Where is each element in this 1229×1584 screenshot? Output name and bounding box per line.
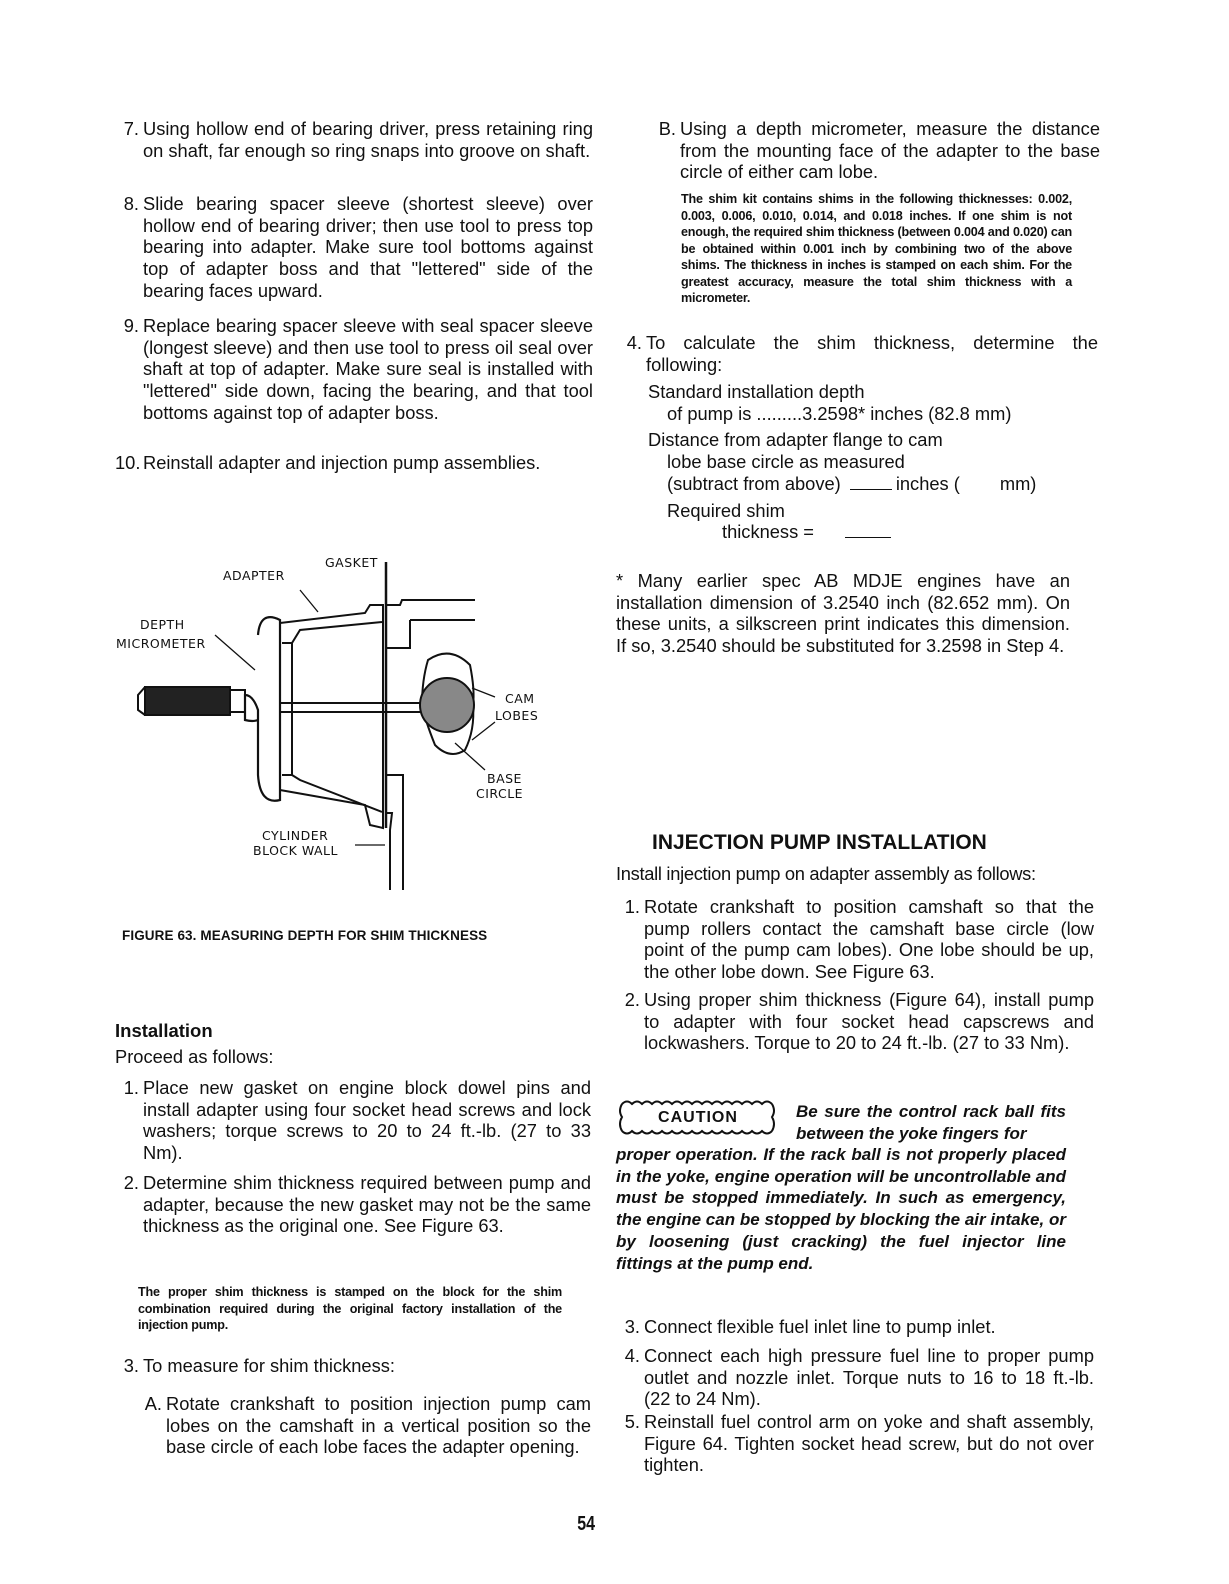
- step-number: 1.: [123, 1077, 139, 1098]
- step-number: A.: [144, 1393, 162, 1414]
- label-circle: CIRCLE: [476, 786, 524, 801]
- footnote: * Many earlier spec AB MDJE engines have an installation dimension of 3.2540 inch (82.652 mm). On these units, a silkscreen print indicates this dimension. If so, 3.2540 should be substituted for 3.2598 in Step 4.: [616, 570, 1070, 657]
- caution-badge: [618, 1098, 778, 1136]
- pump-step-4: [616, 1345, 1094, 1410]
- calc-line: Required shim: [667, 499, 785, 521]
- step-number: 8.: [123, 193, 139, 214]
- caution-text-first: Be sure the control rack ball fits between the yoke fingers for: [796, 1102, 1066, 1143]
- install-step-3: [115, 1355, 591, 1377]
- step-number: 9.: [123, 315, 139, 336]
- step-text: Replace bearing spacer sleeve with seal spacer sleeve (longest sleeve) and then use tool to press oil seal over shaft at top of adapter. Make sure seal is installed with "lettered" side down, facing the bearing, and that tool bottoms against top of adapter boss.: [143, 315, 593, 423]
- base-circle: [420, 678, 474, 732]
- step-text: Rotate crankshaft to position injection pump cam lobes on the camshaft in a vertical position so the base circle of each lobe faces the adapter opening.: [166, 1393, 591, 1458]
- installation-heading: Installation: [115, 1020, 213, 1041]
- pump-step-3: [616, 1316, 1094, 1338]
- step-number: 2.: [624, 989, 640, 1010]
- label-cam: CAM: [505, 691, 535, 706]
- step-text: Reinstall adapter and injection pump assemblies.: [143, 452, 541, 473]
- step-text: Reinstall fuel control arm on yoke and shaft assembly, Figure 64. Tighten socket head screw, but do not over tighten.: [644, 1411, 1094, 1476]
- step-text: Determine shim thickness required between pump and adapter, because the new gasket may not be the same thickness as the original one. See Figure 63.: [143, 1172, 591, 1237]
- calc-line: of pump is .........3.2598* inches (82.8 mm): [667, 402, 1012, 424]
- step-number: 5.: [624, 1411, 640, 1432]
- calc-line: thickness =: [722, 521, 814, 543]
- calc-line: lobe base circle as measured: [667, 451, 905, 473]
- step-number: B.: [658, 118, 676, 139]
- step-9: [115, 315, 593, 424]
- calc-line: Standard installation depth: [648, 381, 865, 402]
- step-4: [618, 332, 1098, 375]
- step-10: [115, 452, 603, 474]
- micrometer-barrel: [145, 687, 230, 715]
- step-text: Place new gasket on engine block dowel pins and install adapter using four socket head screws and lock washers; torque screws to 20 to 24 ft.-lb. (27 to 33 Nm).: [143, 1077, 591, 1164]
- step-number: 3.: [123, 1355, 139, 1376]
- step-number: 4.: [626, 332, 642, 353]
- step-text: To measure for shim thickness:: [143, 1355, 395, 1376]
- calc-line: inches (: [895, 472, 960, 494]
- label-depth: DEPTH: [140, 617, 185, 632]
- installation-intro: Proceed as follows:: [115, 1046, 274, 1067]
- step-number: 4.: [624, 1345, 640, 1366]
- calc-line: Distance from adapter flange to cam: [648, 429, 943, 451]
- caution-text-rest: proper operation. If the rack ball is not properly placed in the yoke, engine operation will be uncontrollable and must be stopped immediately. In such as emergency, the engine can be stopped by blocking the air intake, or by loosening (just cracking) the fuel injector line fittings at the pump end.: [616, 1145, 1066, 1273]
- step-number: 7.: [123, 118, 139, 139]
- label-lobes: LOBES: [495, 708, 539, 723]
- step-7: [115, 118, 593, 161]
- pump-step-5: [616, 1411, 1094, 1476]
- step-text: Slide bearing spacer sleeve (shortest sleeve) over hollow end of bearing driver; then use tool to press top bearing into adapter. Make sure tool bottoms against top of adapter boss and that "lettered" side of the bearing faces upward.: [143, 193, 593, 301]
- step-text: Using a depth micrometer, measure the distance from the mounting face of the adapter to the base circle of either cam lobe.: [680, 118, 1100, 183]
- calc-line: (subtract from above): [667, 472, 841, 494]
- pump-step-2: [616, 989, 1094, 1054]
- figure-caption: FIGURE 63. MEASURING DEPTH FOR SHIM THICKNESS: [122, 928, 488, 943]
- label-micrometer: MICROMETER: [116, 636, 206, 651]
- install-step-1: [115, 1077, 591, 1164]
- shim-kit-note: The shim kit contains shims in the following thicknesses: 0.002, 0.003, 0.006, 0.010, 0.014, and 0.018 inches. If one shim is not enough, the required shim thickness (between 0.004 and 0.020) can be obtained within 0.001 inch by combining two of the above shims. The thickness in inches is stamped on each shim. For the greatest accuracy, measure the total shim thickness with a micrometer.: [681, 192, 1072, 305]
- shim-stamp-note: The proper shim thickness is stamped on the block for the shim combination required during the original factory installation of the injection pump.: [138, 1285, 562, 1332]
- step-text: Rotate crankshaft to position camshaft so that the pump rollers contact the camshaft base circle (low point of the pump cam lobes). One lobe should be up, the other lobe down. See Figure 63.: [644, 896, 1094, 983]
- install-step-2: [115, 1172, 591, 1237]
- install-step-3a: [138, 1393, 591, 1458]
- step-3b: [652, 118, 1100, 183]
- label-base: BASE: [487, 771, 522, 786]
- step-text: Connect each high pressure fuel line to proper pump outlet and nozzle inlet. Torque nuts to 16 to 18 ft.-lb. (22 to 24 Nm).: [644, 1345, 1094, 1410]
- step-number: 3.: [624, 1316, 640, 1337]
- label-block-wall: BLOCK WALL: [253, 843, 338, 858]
- step-text: To calculate the shim thickness, determine the following:: [646, 332, 1098, 375]
- step-number: 2.: [123, 1172, 139, 1193]
- pump-installation-intro: Install injection pump on adapter assembly as follows:: [616, 863, 1036, 884]
- step-number: 1.: [624, 896, 640, 917]
- figure-63-diagram: [110, 550, 560, 890]
- calc-line: mm): [999, 472, 1037, 494]
- label-cylinder: CYLINDER: [262, 828, 329, 843]
- pump-installation-heading: INJECTION PUMP INSTALLATION: [652, 831, 987, 854]
- measured-blank-inches: [850, 475, 892, 490]
- caution-label: CAUTION: [658, 1109, 738, 1126]
- step-text: Using hollow end of bearing driver, press retaining ring on shaft, far enough so ring snaps into groove on shaft.: [143, 118, 593, 161]
- required-shim-blank: [845, 523, 891, 538]
- shim-calculation: [648, 381, 1078, 543]
- step-8: [115, 193, 593, 302]
- step-number: 10.: [115, 452, 141, 473]
- label-gasket: GASKET: [325, 555, 378, 570]
- label-adapter: ADAPTER: [223, 568, 285, 583]
- page-number: 54: [577, 1513, 596, 1535]
- step-text: Using proper shim thickness (Figure 64), install pump to adapter with four socket head capscrews and lockwashers. Torque to 20 to 24 ft.-lb. (27 to 33 Nm).: [644, 989, 1094, 1054]
- pump-step-1: [616, 896, 1094, 983]
- step-text: Connect flexible fuel inlet line to pump inlet.: [644, 1316, 996, 1337]
